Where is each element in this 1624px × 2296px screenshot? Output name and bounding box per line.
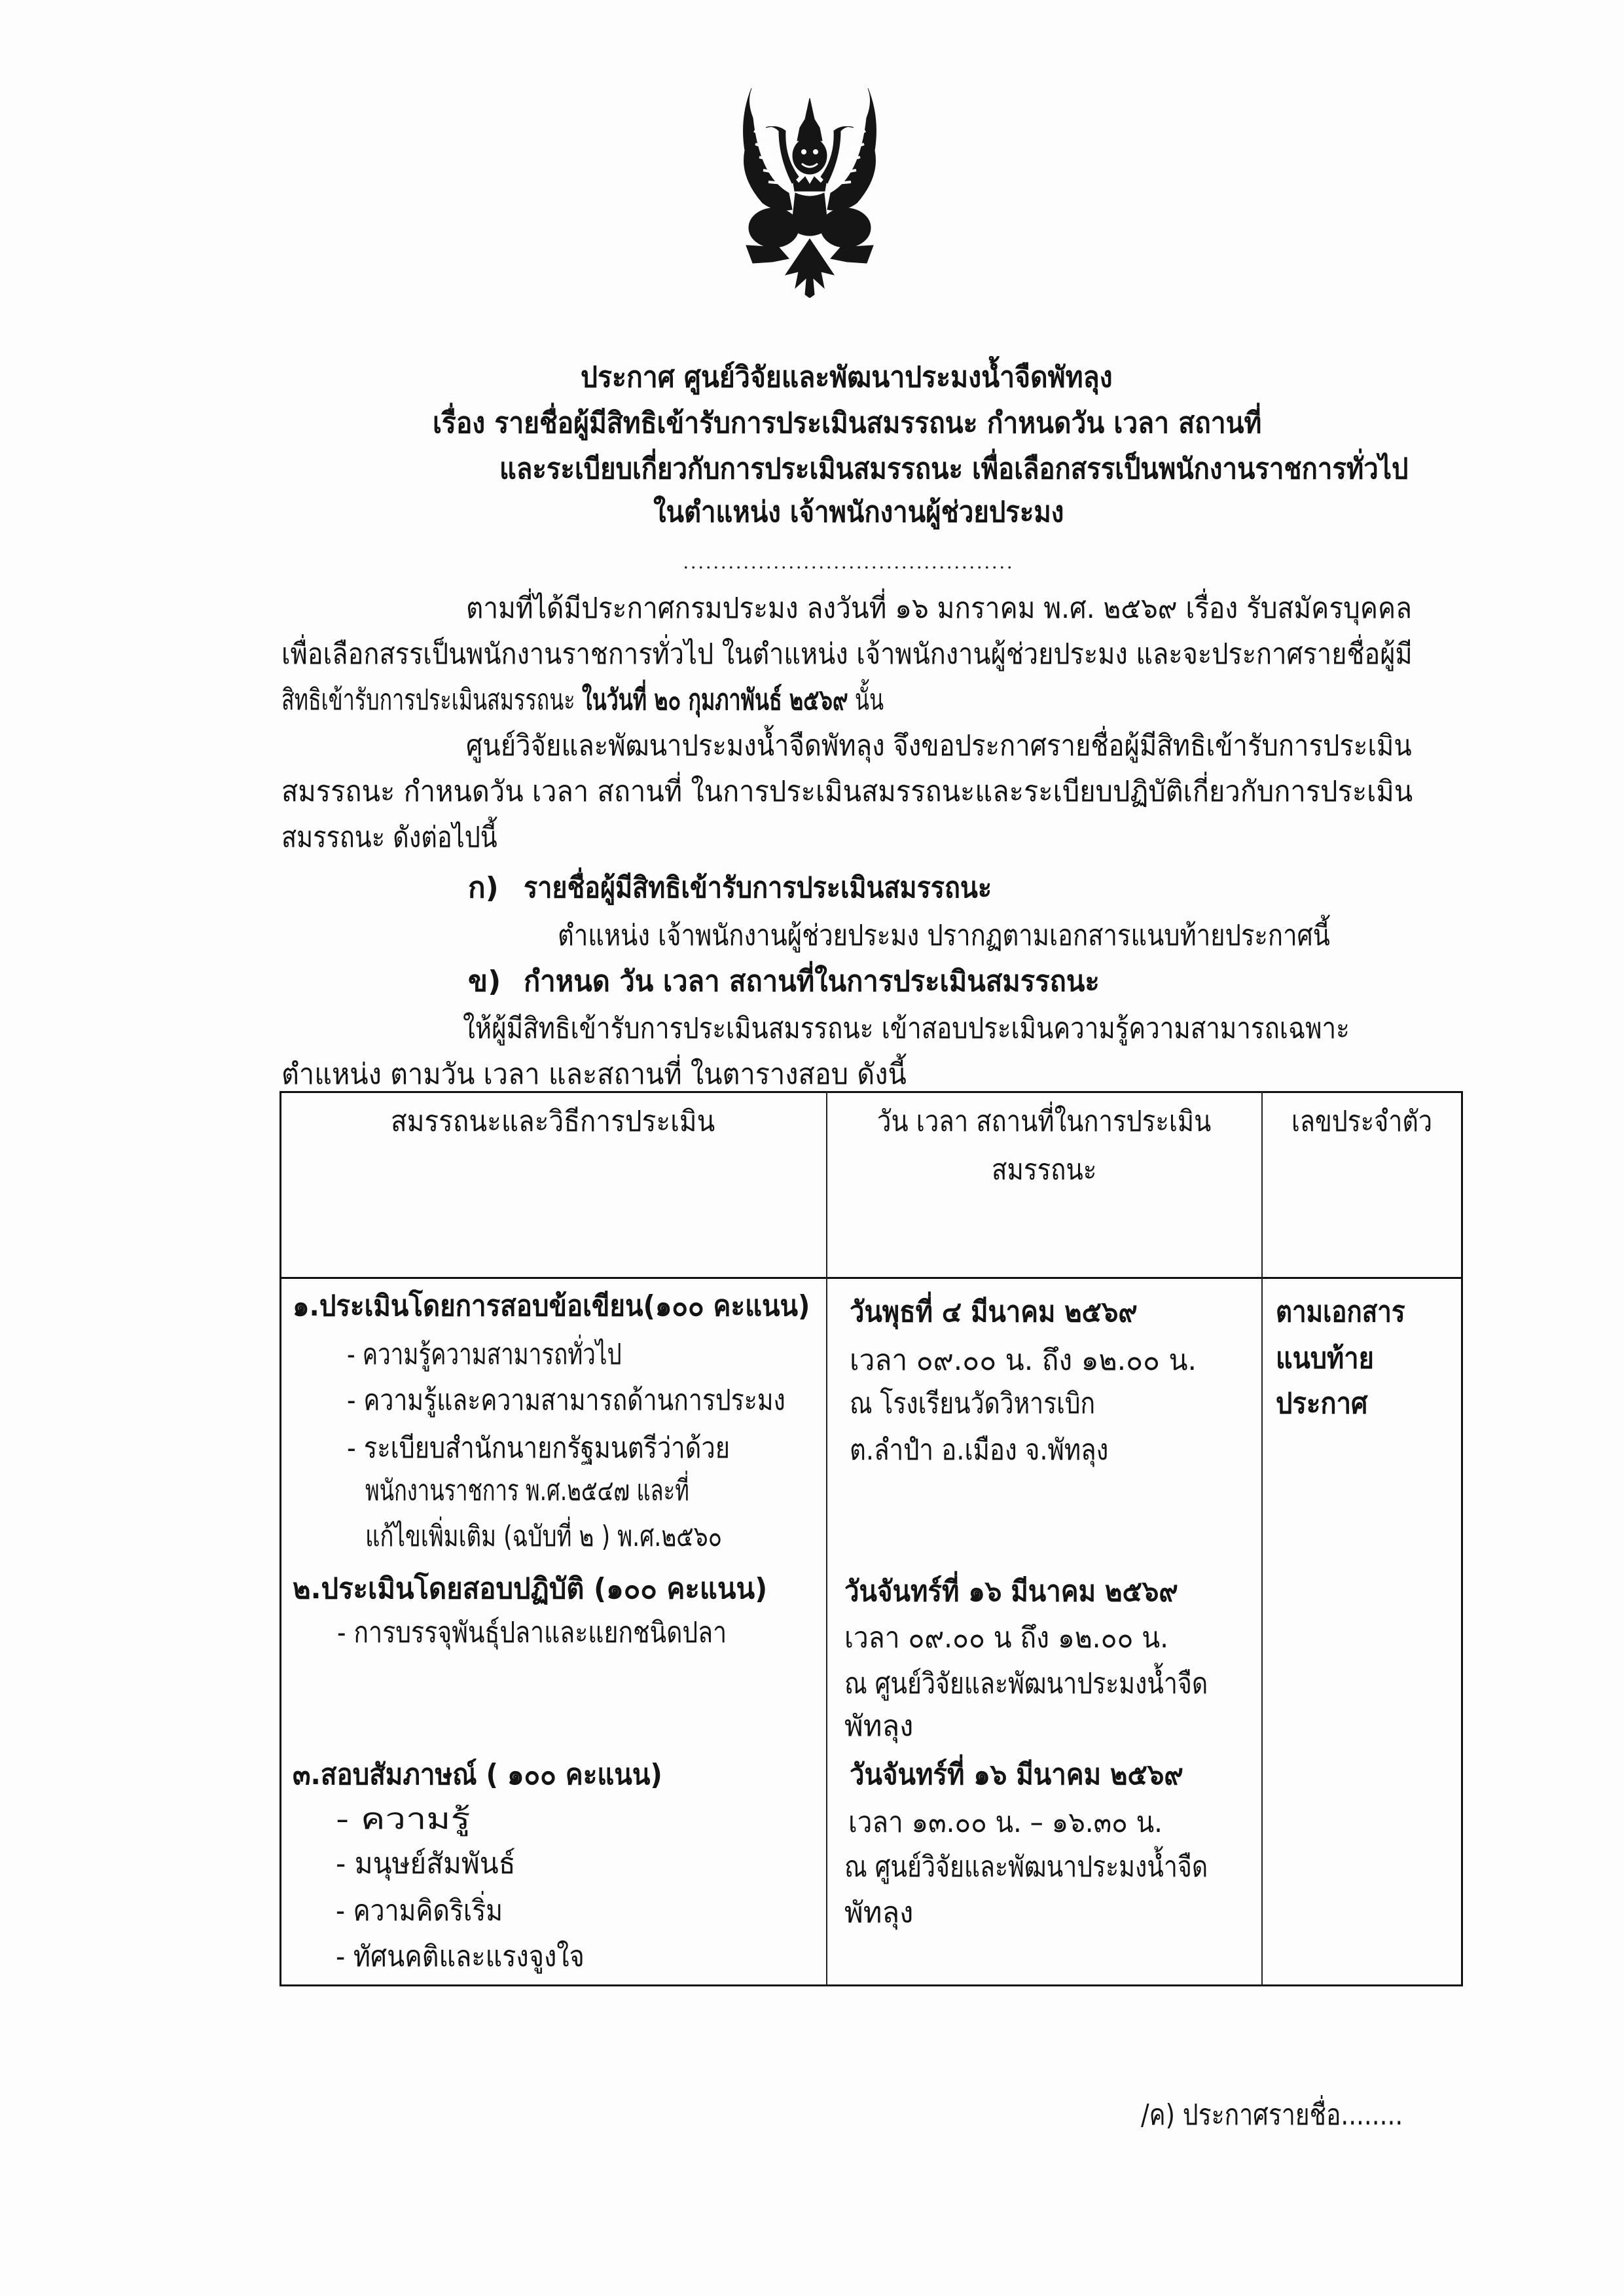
table-header-datetime-line-2: สมรรถนะ xyxy=(992,1153,1097,1187)
paragraph-1-line-1: ตามที่ได้มีประกาศกรมประมง ลงวันที่ ๑๖ มกราคม พ.ศ. ๒๕๖๙ เรื่อง รับสมัครบุคคล xyxy=(466,592,1412,625)
paragraph-2-line-3: สมรรถนะ ดังต่อไปนี้ xyxy=(281,821,497,854)
row-2-place-2: พัทลุง xyxy=(844,1710,914,1743)
row-3-place-1: ณ ศูนย์วิจัยและพัฒนาประมงน้ำจืด xyxy=(844,1850,1208,1884)
table-header-divider xyxy=(280,1277,1463,1279)
paragraph-1-line-3-text: สิทธิเข้ารับการประเมินสมรรถนะ xyxy=(281,683,582,717)
table-col-divider-1 xyxy=(826,1091,827,1986)
section-b-line-2: ตำแหน่ง ตามวัน เวลา และสถานที่ ในตารางสอบ ดังนี้ xyxy=(281,1058,907,1091)
row-2-time: เวลา ๐๙.๐๐ น ถึง ๑๒.๐๐ น. xyxy=(844,1621,1169,1655)
row-1-item-2: - ความรู้และความสามารถด้านการประมง xyxy=(347,1384,785,1417)
section-a-marker: ก) xyxy=(468,871,499,905)
row-1-id-ref-3: ประกาศ xyxy=(1276,1387,1368,1420)
table-header-id-number: เลขประจำตัว xyxy=(1291,1105,1433,1138)
table-header-competency: สมรรถนะและวิธีการประเมิน xyxy=(391,1105,715,1138)
garuda-emblem-icon xyxy=(700,79,920,298)
row-3-item-1: - ความรู้ xyxy=(336,1803,471,1836)
row-1-place-2: ต.ลำปำ อ.เมือง จ.พัทลุง xyxy=(850,1433,1109,1467)
continuation-note: /ค) ประกาศรายชื่อ........ xyxy=(1141,2098,1403,2132)
row-1-place-1: ณ โรงเรียนวัดวิหารเบิก xyxy=(850,1387,1096,1420)
row-3-title: ๓.สอบสัมภาษณ์ ( ๑๐๐ คะแนน) xyxy=(293,1758,662,1791)
paragraph-1-line-3-end: นั้น xyxy=(848,683,884,717)
paragraph-2-line-2: สมรรถนะ กำหนดวัน เวลา สถานที่ ในการประเมินสมรรถนะและระเบียบปฏิบัติเกี่ยวกับการประเมิน xyxy=(281,775,1413,808)
paragraph-1-line-2: เพื่อเลือกสรรเป็นพนักงานราชการทั่วไป ในตำแหน่ง เจ้าพนักงานผู้ช่วยประมง และจะประกาศรายชื่อผู้มี xyxy=(281,637,1413,671)
row-1-item-3: - ระเบียบสำนักนายกรัฐมนตรีว่าด้วย xyxy=(347,1431,730,1465)
paragraph-2-line-1: ศูนย์วิจัยและพัฒนาประมงน้ำจืดพัทลุง จึงขอประกาศรายชื่อผู้มีสิทธิเข้ารับการประเมิน xyxy=(466,729,1412,762)
announcement-date: ในวันที่ ๒๐ กุมภาพันธ์ ๒๕๖๙ xyxy=(581,683,848,717)
row-1-id-ref-2: แนบท้าย xyxy=(1276,1342,1374,1375)
row-1-title: ๑.ประเมินโดยการสอบข้อเขียน(๑๐๐ คะแนน) xyxy=(293,1289,810,1323)
title-line-4: ในตำแหน่ง เจ้าพนักงานผู้ช่วยประมง xyxy=(653,495,1064,529)
row-2-date: วันจันทร์ที่ ๑๖ มีนาคม ๒๕๖๙ xyxy=(844,1575,1178,1608)
section-b-heading: กำหนด วัน เวลา สถานที่ในการประเมินสมรรถนะ xyxy=(524,965,1100,998)
section-b-marker: ข) xyxy=(468,965,501,998)
row-1-item-3-cont-1: พนักงานราชการ พ.ศ.๒๕๔๗ และที่ xyxy=(365,1474,689,1507)
row-1-item-3-cont-2: แก้ไขเพิ่มเติม (ฉบับที่ ๒ ) พ.ศ.๒๕๖๐ xyxy=(365,1520,722,1553)
paragraph-1-line-3 xyxy=(281,681,884,720)
row-3-item-2: - มนุษย์สัมพันธ์ xyxy=(336,1847,516,1880)
section-a-text: ตำแหน่ง เจ้าพนักงานผู้ช่วยประมง ปรากฏตามเอกสารแนบท้ายประกาศนี้ xyxy=(558,919,1330,952)
section-a-heading: รายชื่อผู้มีสิทธิเข้ารับการประเมินสมรรถนะ xyxy=(524,871,992,905)
row-3-item-3: - ความคิดริเริ่ม xyxy=(336,1894,503,1928)
row-2-item-1: - การบรรจุพันธุ์ปลาและแยกชนิดปลา xyxy=(337,1616,727,1649)
row-2-place-1: ณ ศูนย์วิจัยและพัฒนาประมงน้ำจืด xyxy=(844,1667,1208,1700)
row-3-place-2: พัทลุง xyxy=(844,1896,914,1929)
section-b-line-1: ให้ผู้มีสิทธิเข้ารับการประเมินสมรรถนะ เข้าสอบประเมินความรู้ความสามารถเฉพาะ xyxy=(463,1012,1350,1045)
title-line-3: และระเบียบเกี่ยวกับการประเมินสมรรถนะ เพื่อเลือกสรรเป็นพนักงานราชการทั่วไป xyxy=(499,452,1409,486)
row-1-time: เวลา ๐๙.๐๐ น. ถึง ๑๒.๐๐ น. xyxy=(850,1344,1197,1377)
separator-dots xyxy=(682,564,1013,571)
row-1-item-1: - ความรู้ความสามารถทั่วไป xyxy=(347,1338,622,1371)
row-1-id-ref-1: ตามเอกสาร xyxy=(1276,1295,1405,1329)
table-header-datetime-line-1: วัน เวลา สถานที่ในการประเมิน xyxy=(877,1105,1212,1138)
row-3-item-4: - ทัศนคติและแรงจูงใจ xyxy=(336,1940,585,1973)
row-1-date: วันพุธที่ ๔ มีนาคม ๒๕๖๙ xyxy=(850,1295,1138,1329)
table-col-divider-2 xyxy=(1261,1091,1263,1986)
row-3-time: เวลา ๑๓.๐๐ น. – ๑๖.๓๐ น. xyxy=(848,1806,1163,1839)
row-3-date: วันจันทร์ที่ ๑๖ มีนาคม ๒๕๖๙ xyxy=(850,1758,1183,1791)
row-2-title: ๒.ประเมินโดยสอบปฏิบัติ (๑๐๐ คะแนน) xyxy=(293,1572,768,1605)
title-line-2: เรื่อง รายชื่อผู้มีสิทธิเข้ารับการประเมินสมรรถนะ กำหนดวัน เวลา สถานที่ xyxy=(433,406,1262,440)
title-line-1: ประกาศ ศูนย์วิจัยและพัฒนาประมงน้ำจืดพัทลุง xyxy=(581,361,1113,394)
